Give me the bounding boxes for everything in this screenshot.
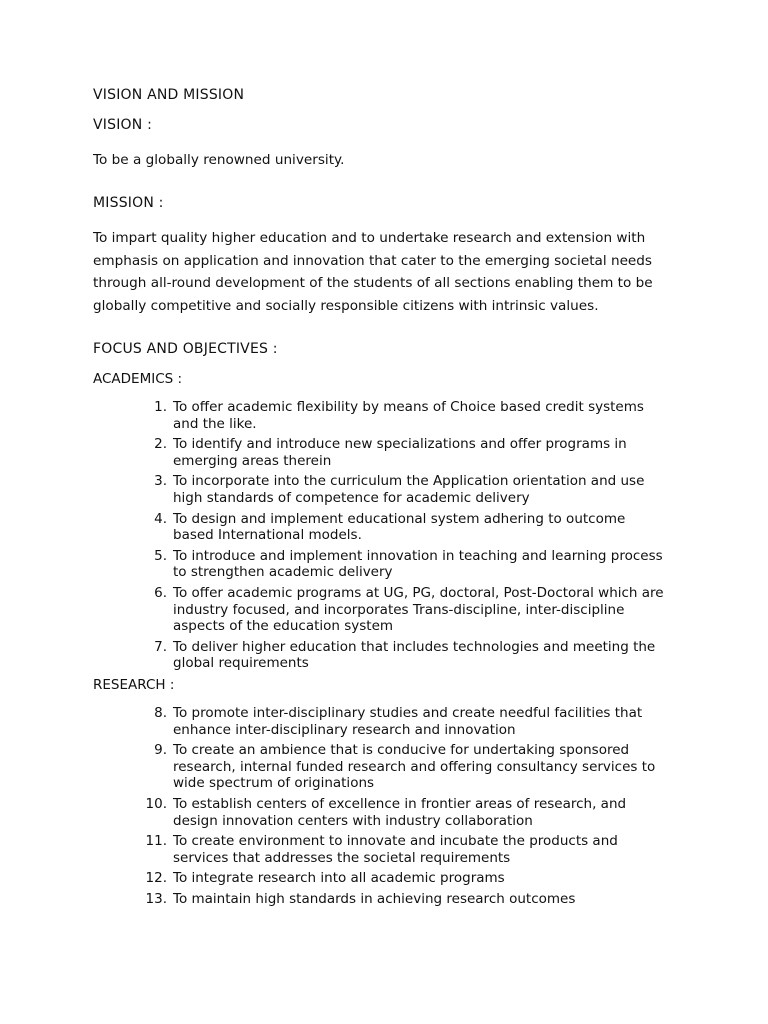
- mission-heading: MISSION :: [93, 195, 164, 211]
- list-item-number: 2.: [154, 436, 167, 453]
- list-item-text: To deliver higher education that includes technologies and meeting the global requirements: [173, 638, 656, 672]
- list-item-number: 1.: [154, 399, 167, 415]
- list-item-text: To introduce and implement innovation in teaching and learning process to strengthen academic delivery: [173, 547, 663, 581]
- list-item-number: 4.: [154, 510, 167, 527]
- list-item-number: 5.: [154, 547, 167, 564]
- list-item-text: To offer academic programs at UG, PG, doctoral, Post-Doctoral which are industry focused, and incorporates Trans-discipline, inter-discipline aspects of the education system: [173, 584, 664, 635]
- academics-heading: ACADEMICS :: [93, 371, 183, 387]
- list-item-number: 6.: [154, 584, 167, 601]
- list-item-number: 8.: [154, 705, 167, 721]
- list-item-text: To integrate research into all academic programs: [173, 870, 505, 887]
- list-item-text: To maintain high standards in achieving research outcomes: [173, 890, 576, 907]
- list-item: [145, 796, 665, 829]
- list-item: [145, 891, 665, 908]
- list-item-number: 7.: [154, 638, 167, 655]
- list-item-number: 13.: [145, 890, 167, 907]
- list-item-text: To offer academic flexibility by means of Choice based credit systems and the like.: [173, 399, 644, 432]
- document-title: VISION AND MISSION: [93, 87, 245, 103]
- list-item: [145, 833, 665, 866]
- list-item: [145, 548, 665, 581]
- list-item-text: To promote inter-disciplinary studies and create needful facilities that enhance inter-disciplinary research and innovation: [173, 705, 643, 738]
- list-item: [145, 473, 665, 506]
- list-item-number: 3.: [154, 473, 167, 490]
- list-item-number: 11.: [145, 833, 167, 850]
- list-item-number: 12.: [145, 870, 167, 887]
- research-heading: RESEARCH :: [93, 677, 175, 693]
- list-item: [145, 742, 665, 792]
- list-item-text: To design and implement educational system adhering to outcome based International models.: [173, 510, 626, 544]
- list-item-text: To establish centers of excellence in frontier areas of research, and design innovation centers with industry collaboration: [173, 795, 627, 829]
- vision-heading: VISION :: [93, 117, 152, 133]
- list-item: [145, 639, 665, 672]
- list-item: [145, 399, 665, 432]
- list-item-number: 9.: [154, 742, 167, 759]
- list-item: [145, 511, 665, 544]
- list-item-text: To incorporate into the curriculum the Application orientation and use high standards of competence for academic delivery: [173, 473, 645, 506]
- mission-text: To impart quality higher education and to undertake research and extension with emphasis on application and innovation that cater to the emerging societal needs through all-round development of the students of all sections enabling them to be globally competitive and socially responsible citizens with intrinsic values.: [93, 230, 653, 315]
- list-item: [145, 436, 665, 469]
- list-item-number: 10.: [145, 795, 167, 812]
- vision-text: To be a globally renowned university.: [93, 152, 345, 168]
- list-item: [145, 870, 665, 887]
- research-list: [145, 705, 665, 912]
- list-item: [145, 705, 665, 738]
- list-item-text: To create an ambience that is conducive for undertaking sponsored research, internal funded research and offering consultancy services to wide spectrum of originations: [173, 742, 656, 792]
- list-item: [145, 585, 665, 635]
- focus-heading: FOCUS AND OBJECTIVES :: [93, 341, 278, 357]
- list-item-text: To create environment to innovate and incubate the products and services that addresses the societal requirements: [173, 833, 618, 866]
- academics-list: [145, 399, 665, 676]
- list-item-text: To identify and introduce new specializations and offer programs in emerging areas therein: [173, 436, 627, 469]
